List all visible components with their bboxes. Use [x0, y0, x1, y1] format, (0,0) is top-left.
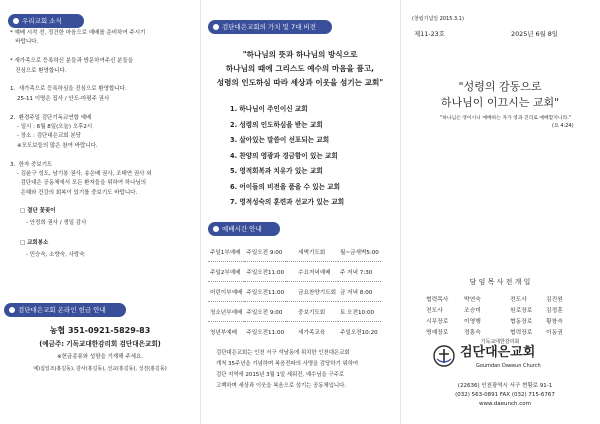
- staff-cell: 협력목사: [426, 297, 449, 303]
- staff-cell: 원로장로: [510, 308, 533, 314]
- issue-number: 제11-23호: [414, 30, 445, 38]
- church-website: www.daeunch.com: [479, 401, 531, 407]
- church-logo-icon: [433, 345, 455, 367]
- schedule-cell: 청년부예배: [208, 322, 244, 342]
- schedule-cell: 월~금새벽5:00: [340, 249, 379, 256]
- staff-cell: 전도사: [426, 308, 443, 314]
- news-line: - 장소 : 검단대은교회 본당: [10, 133, 81, 140]
- bulletin-title: "성령의 감동으로: [458, 80, 542, 93]
- news-line: 2. 환경주일 검단기독교연합 예배: [10, 114, 92, 121]
- schedule-row: [208, 262, 381, 282]
- founding-date: (창립기념일 2015.3.1): [412, 16, 464, 22]
- staff-cell: 김진원: [546, 297, 563, 303]
- group-title: □ 교회봉소: [20, 240, 49, 246]
- group-title: □ 결단 꽃꽂이: [20, 208, 56, 214]
- news-line: ※모도보들의 많은 참여 바랍니다.: [10, 142, 98, 149]
- schedule-cell: 중보기도회: [286, 302, 338, 322]
- church-name: 검단대은교회: [460, 345, 536, 360]
- offering-example: 예)십일조(홍길동), 감사(홍길동), 선교(홍길동), 성전(홍길동): [33, 366, 167, 372]
- news-line: - 김윤구 성도, 남기봉 권사, 송은배 권사, 조태연 권사 외: [10, 171, 152, 177]
- vision-item: 2. 성령의 인도하심을 받는 교회: [230, 120, 323, 129]
- schedule-cell: 주일1부예배: [210, 249, 241, 256]
- staff-cell: 명예장로: [426, 330, 449, 336]
- staff-cell: 박연숙: [464, 297, 481, 303]
- vision-statement: 성령의 인도하심 따라 세상과 이웃을 섬기는 교회": [216, 78, 384, 87]
- account-holder: (예금주: 기독교대한감리회 검단대은교회): [39, 340, 161, 348]
- staff-cell: 시무장로: [426, 319, 449, 325]
- staff-cell: 황창숙: [546, 319, 563, 325]
- church-english-name: Goumdan Daeeun Church: [476, 363, 541, 369]
- staff-cell: 정흥숙: [464, 330, 481, 336]
- news-line: 3. 한자 중보기도: [10, 161, 53, 168]
- intro-line: 개척 35주년을 기념하며 복음전파의 사명을 감당하기 위하여: [216, 361, 359, 367]
- scripture-reference: (요 4:24): [552, 123, 574, 129]
- vision-item: 1. 하나님이 주인이신 교회: [230, 105, 308, 113]
- offering-note: ※헌금종류와 성함을 기재해 주세요.: [57, 354, 143, 360]
- schedule-cell: 주일오전10:20: [338, 322, 381, 342]
- schedule-cell: 금요찬양기도회: [286, 282, 338, 302]
- intro-line: 검단 지역에 2015년 3월 1일 세워진, 예수님을 구주로: [216, 372, 345, 378]
- schedule-row: [208, 322, 381, 342]
- news-header: 우리교회 소식: [8, 14, 84, 28]
- intro-line: 검단대은교회는 인천 서구 석남동에 위치한 인천대은교회: [216, 350, 350, 356]
- schedule-row: [208, 242, 381, 262]
- schedule-cell: 수요저녁예배: [286, 262, 338, 282]
- news-line: 바랍니다.: [10, 39, 39, 46]
- staff-cell: 김정훈: [546, 308, 563, 314]
- schedule-cell: 주 저녁 7:30: [338, 262, 381, 282]
- staff-cell: 협력장로: [510, 330, 533, 336]
- vision-item: 7. 영적성숙의 훈련과 선교가 있는 교회: [230, 198, 345, 206]
- schedule-row: [208, 282, 381, 302]
- news-line: * 예배 시작 전, 정건한 마음으로 예배를 준비하여 주시기: [10, 30, 146, 36]
- news-line: 1. 새가족으로 등록하심을 진심으로 환영합니다.: [10, 86, 127, 93]
- schedule-cell: 주일오전11:00: [244, 262, 286, 282]
- schedule-cell: 금 저녁 8:00: [338, 282, 381, 302]
- schedule-cell: 토 오전10:00: [338, 302, 381, 322]
- left-column: [0, 0, 200, 424]
- bulletin-date: 2025년 6월 8일: [511, 30, 558, 38]
- schedule-cell: 주일오전 9:00: [246, 249, 283, 256]
- schedule-cell: 청소년부예배: [208, 302, 244, 322]
- staff-cell: 조승미: [464, 308, 481, 314]
- right-column: [400, 0, 600, 424]
- scripture-verse: "하나님은 영이시니 예배하는 자가 영과 진리로 예배할지니라.": [440, 116, 571, 121]
- staff-cell: 이동권: [546, 330, 563, 336]
- vision-item: 3. 살아있는 말씀이 선포되는 교회: [230, 136, 330, 144]
- staff-cell: 이영행: [464, 319, 481, 325]
- staff-cell: 협동장로: [510, 319, 533, 325]
- vision-header: 검단대은교회의 가치 및 7대 비전: [208, 20, 332, 34]
- worship-schedule-table: [208, 242, 381, 341]
- news-line: * 새가족으로 등록하신 분들과 방문하여주신 분들을: [10, 58, 134, 65]
- schedule-cell: 주일오전11:00: [244, 322, 286, 342]
- senior-pastor: 담 임 목 사 전 개 일: [469, 278, 531, 286]
- vision-item: 6. 어이들의 비전을 품을 수 있는 교회: [230, 182, 341, 191]
- vision-item: 4. 찬양의 영광과 경금함이 있는 교회: [230, 151, 338, 160]
- news-line: 검단대은 공동체에서 모든 환자들을 위하여 하나님의: [10, 180, 147, 187]
- intro-line: 고백하며 세상과 이웃을 복음으로 섬기는 공동체입니다.: [216, 383, 347, 389]
- vision-item: 5. 영적회복과 치유가 있는 교회: [230, 167, 323, 175]
- schedule-cell: 새가족교육: [286, 322, 338, 342]
- schedule-cell: 어린이부예배: [208, 282, 244, 302]
- news-line: 25-11 이명은 집사 / 안도-마평주 권사: [10, 95, 110, 102]
- news-line: - 일시 : 6월 8일(오늘) 오후2시: [10, 124, 93, 130]
- staff-cell: 전도사: [510, 297, 527, 303]
- bulletin-title: 하나님이 이끄시는 교회": [440, 96, 560, 109]
- group-line: - 민승숙, 소향숙, 사랑숙: [26, 252, 85, 258]
- schedule-cell: 주일오전11:00: [244, 282, 286, 302]
- group-line: - 안정희 권사 / 생일 감사: [26, 220, 87, 226]
- schedule-cell: 주일오전 9:00: [244, 302, 286, 322]
- schedule-row: [208, 302, 381, 322]
- denomination: 기독교대한감리회: [480, 339, 520, 345]
- news-line: 은혜와 건강의 회복이 있기를 중보기도 바랍니다.: [10, 189, 138, 196]
- vision-statement: "하나님의 뜻과 하나님의 방식으로: [242, 50, 358, 59]
- bank-account: 농협 351-0921-5829-83: [49, 326, 151, 335]
- schedule-header: 예배시간 안내: [208, 222, 280, 236]
- news-line: 진심으로 환영합니다.: [10, 67, 67, 74]
- schedule-cell: 주일2부예배: [208, 262, 244, 282]
- vision-statement: 하나님의 때에 그리스도 예수의 마음을 품고,: [225, 64, 375, 73]
- church-phone: (032) 563-0891 FAX (032) 715-6767: [455, 392, 555, 398]
- online-offering-header: 검단대은교회 온라인 헌금 안내: [4, 303, 126, 317]
- church-address: (22636) 인천광역시 서구 현황로 91-1: [457, 383, 553, 389]
- schedule-cell: 새벽기도회: [298, 249, 326, 256]
